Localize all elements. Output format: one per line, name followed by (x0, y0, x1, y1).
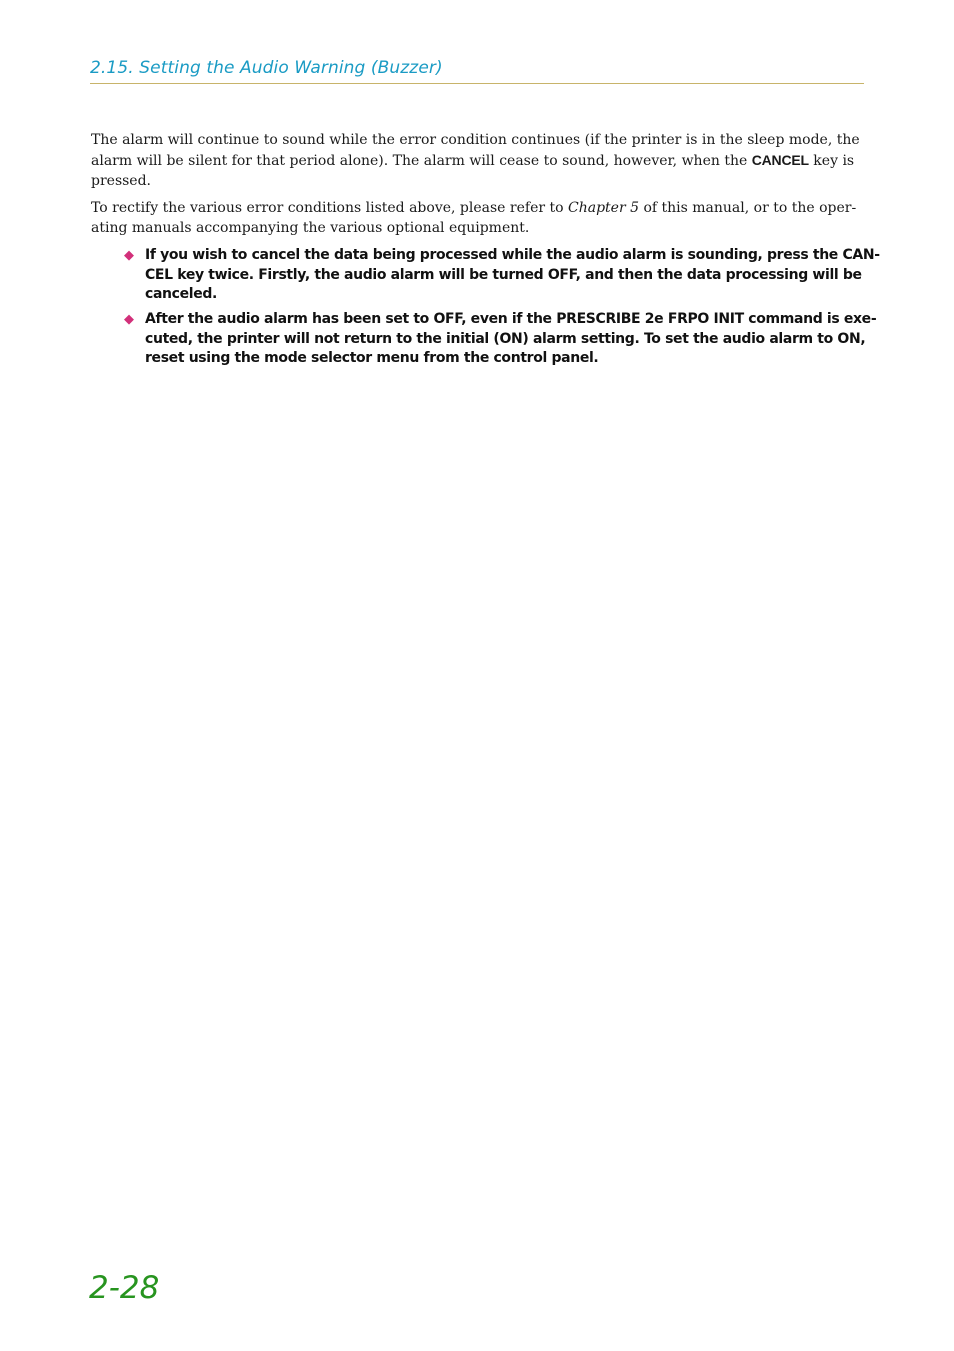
page-number: 2-28 (89, 1270, 160, 1306)
paragraph-line: The alarm will continue to sound while the error condition continues (if the printer is in the sleep mode, the (91, 132, 860, 148)
diamond-bullet-icon: ◆ (124, 248, 134, 263)
diamond-bullet-icon: ◆ (124, 312, 134, 327)
cancel-key-label: CANCEL (751, 152, 809, 168)
text-run: To rectify the various error conditions listed above, please refer to (91, 200, 569, 216)
note-line: CEL key twice. Firstly, the audio alarm will be turned OFF, and then the data processing will be (145, 266, 862, 283)
chapter-reference: Chapter 5 (568, 200, 640, 216)
note-text (145, 310, 877, 369)
paragraph-line (91, 198, 863, 218)
text-run: alarm will be silent for that period alone). The alarm will cease to sound, however, when the (91, 153, 752, 169)
note-line: If you wish to cancel the data being processed while the audio alarm is sounding, press the CAN- (145, 247, 880, 263)
note-line: reset using the mode selector menu from the control panel. (145, 350, 599, 366)
section-title: 2.15. Setting the Audio Warning (Buzzer) (90, 58, 443, 78)
paragraph-rectify (91, 198, 863, 238)
paragraph-line: pressed. (91, 173, 152, 189)
text-run: key is (808, 153, 855, 169)
section-header (90, 58, 864, 84)
note-line: cuted, the printer will not return to the initial (ON) alarm setting. To set the audio alarm to ON, (145, 330, 866, 347)
text-run: of this manual, or to the oper- (639, 200, 857, 216)
note-line: After the audio alarm has been set to OFF, even if the PRESCRIBE 2e FRPO INIT command is exe- (145, 311, 877, 327)
paragraph-line (91, 150, 863, 171)
paragraph-alarm (91, 130, 863, 191)
note-text (145, 246, 880, 305)
paragraph-line: ating manuals accompanying the various optional equipment. (91, 220, 530, 236)
note-line: canceled. (145, 286, 217, 302)
